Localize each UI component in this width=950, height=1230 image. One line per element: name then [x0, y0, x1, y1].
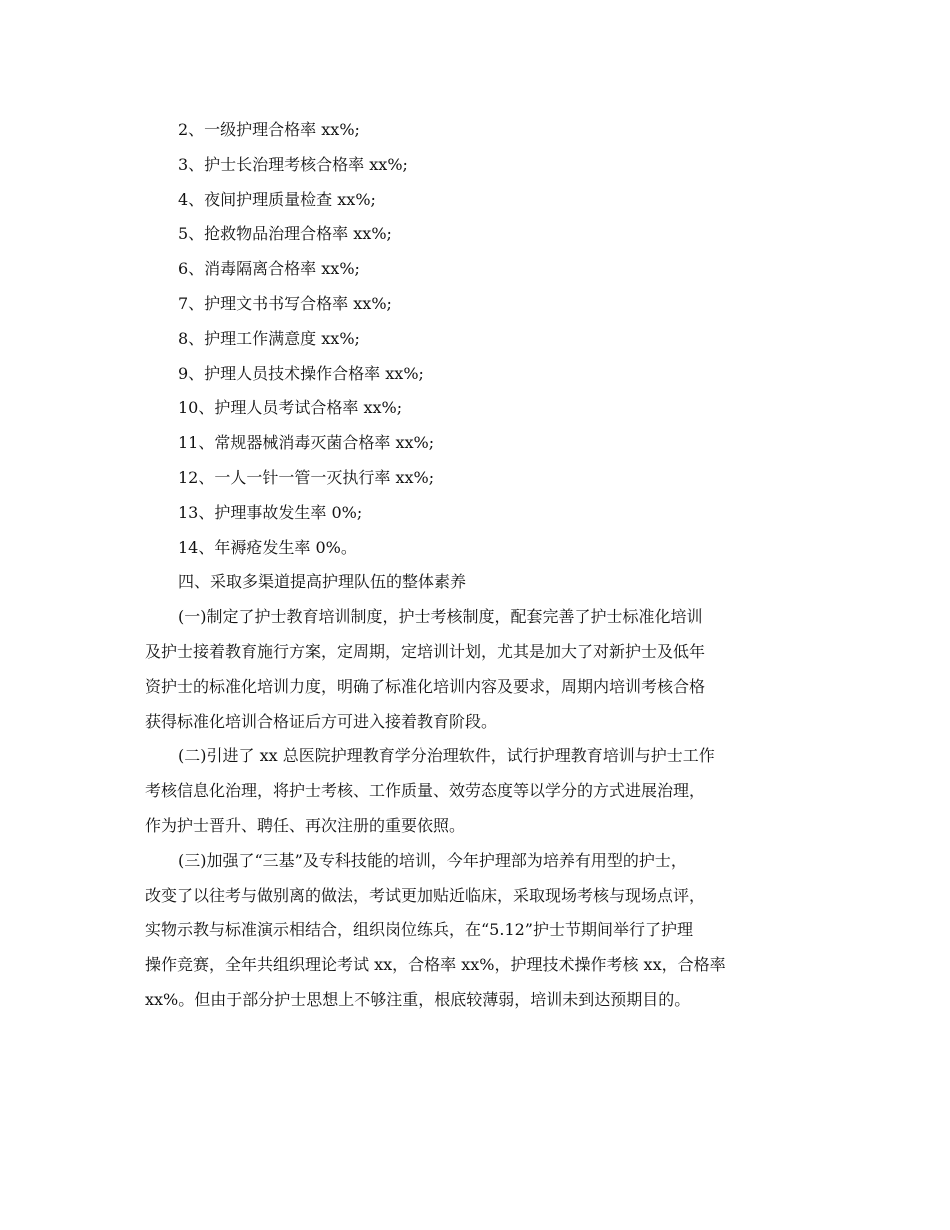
document-body — [145, 113, 805, 1018]
paragraph-line: 操作竞赛，全年共组织理论考试 xx，合格率 xx%，护理技术操作考核 xx，合格率 — [145, 955, 726, 975]
list-item: 4、夜间护理质量检查 xx%; — [178, 189, 376, 209]
list-item: 7、护理文书书写合格率 xx%; — [178, 293, 392, 313]
paragraph-line: xx%。但由于部分护士思想上不够注重，根底较薄弱，培训未到达预期目的。 — [145, 989, 691, 1009]
list-item: 14、年褥疮发生率 0%。 — [178, 537, 357, 557]
paragraph-line: 资护士的标准化培训力度，明确了标准化培训内容及要求，周期内培训考核合格 — [145, 676, 706, 696]
list-item: 13、护理事故发生率 0%; — [178, 502, 363, 522]
list-item: 2、一级护理合格率 xx%; — [178, 120, 360, 139]
list-item: 6、消毒隔离合格率 xx%; — [178, 259, 360, 279]
list-item: 11、常规器械消毒灭菌合格率 xx%; — [178, 433, 435, 453]
indicator-list — [145, 113, 805, 565]
paragraph-line: 考核信息化治理，将护士考核、工作质量、效劳态度等以学分的方式进展治理， — [145, 781, 706, 801]
paragraph-line: 作为护士晋升、聘任、再次注册的重要依照。 — [145, 815, 466, 835]
paragraph-line: 及护士接着教育施行方案，定周期，定培训计划，尤其是加大了对新护士及低年 — [145, 641, 706, 661]
list-item: 12、一人一针一管一灭执行率 xx%; — [178, 467, 435, 487]
paragraph-credit-software — [145, 739, 805, 843]
paragraph-skills-training — [145, 844, 805, 1018]
paragraph-line: 改变了以往考与做别离的做法，考试更加贴近临床，采取现场考核与现场点评， — [145, 885, 706, 905]
paragraph-line: (二)引进了 xx 总医院护理教育学分治理软件，试行护理教育培训与护士工作 — [178, 746, 715, 766]
section-heading: 四、采取多渠道提高护理队伍的整体素养 — [178, 572, 467, 592]
list-item: 3、护士长治理考核合格率 xx%; — [178, 154, 408, 174]
list-item: 5、抢救物品治理合格率 xx%; — [178, 224, 392, 244]
paragraph-line: (三)加强了“三基”及专科技能的培训，今年护理部为培养有用型的护士， — [178, 850, 687, 870]
paragraph-line: (一)制定了护士教育培训制度，护士考核制度，配套完善了护士标准化培训 — [178, 607, 703, 627]
list-item: 9、护理人员技术操作合格率 xx%; — [178, 363, 424, 383]
paragraph-training-system — [145, 600, 805, 739]
list-item: 8、护理工作满意度 xx%; — [178, 328, 360, 348]
paragraph-line: 获得标准化培训合格证后方可进入接着教育阶段。 — [145, 711, 498, 731]
list-item: 10、护理人员考试合格率 xx%; — [178, 398, 403, 418]
paragraph-line: 实物示教与标准演示相结合，组织岗位练兵，在“5.12”护士节期间举行了护理 — [145, 920, 693, 940]
